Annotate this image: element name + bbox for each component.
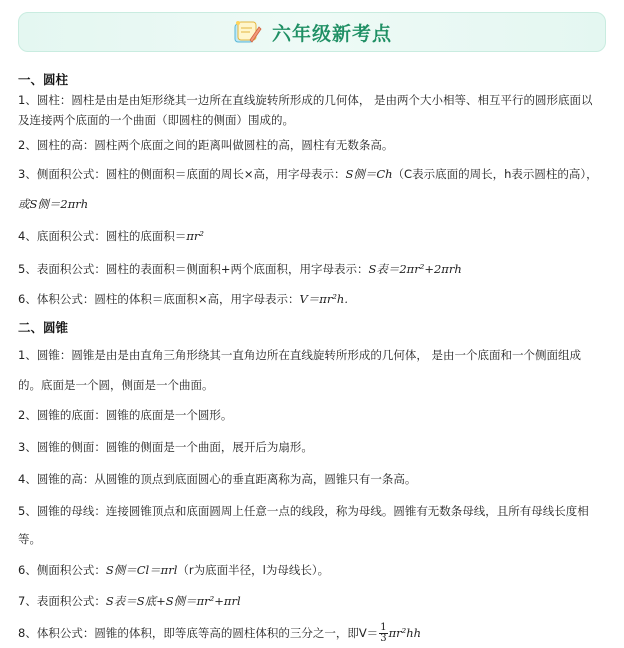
cone-item-5: 5、圆锥的母线：连接圆锥顶点和底面圆周上任意一点的线段，称为母线。圆锥有无数条母线，且所有母线长度相 (18, 504, 589, 518)
cone-lateral-formula: S侧＝Cl＝πrl (105, 563, 178, 577)
cone-surface-formula: S表＝S底+S侧＝πr²+πrl (105, 594, 241, 608)
cylinder-item-1: 1、圆柱：圆柱是由是由矩形绕其一边所在直线旋转所形成的几何体， 是由两个大小相等、相互平行的圆形底面以 (18, 93, 593, 107)
one-third-fraction (379, 623, 387, 644)
cone-item-3: 3、圆锥的侧面：圆锥的侧面是一个曲面，展开后为扇形。 (18, 440, 313, 454)
cone-item-7 (18, 594, 612, 608)
cylinder-item-5 (18, 262, 612, 276)
cylinder-item-3-note: （C表示底面的周长，h表示圆柱的高）， (392, 167, 598, 181)
cylinder-item-6-text: 6、体积公式：圆柱的体积＝底面积×高，用字母表示： (18, 292, 300, 306)
cone-item-1: 1、圆锥：圆锥是由是由直角三角形绕其一直角边所在直线旋转所形成的几何体， 是由一个底面和一个侧面组成 (18, 348, 581, 362)
cylinder-item-2: 2、圆柱的高：圆柱两个底面之间的距离叫做圆柱的高，圆柱有无数条高。 (18, 138, 394, 152)
cone-item-5-cont: 等。 (18, 532, 41, 546)
fraction-numerator: 1 (380, 622, 387, 633)
cylinder-item-1-cont: 及连接两个底面的一个曲面（即圆柱的侧面）围成的。 (18, 113, 294, 127)
title-banner (18, 12, 606, 52)
volume-formula: V＝πr²h. (299, 292, 348, 306)
notebook-pencil-icon (232, 18, 262, 46)
fraction-denominator: 3 (380, 633, 387, 644)
page-title: 六年级新考点 (271, 22, 392, 45)
cone-item-4: 4、圆锥的高：从圆锥的顶点到底面圆心的垂直距离称为高，圆锥只有一条高。 (18, 472, 417, 486)
cone-item-1-cont: 的。底面是一个圆，侧面是一个曲面。 (18, 378, 214, 392)
cone-volume-formula: πr²hh (388, 626, 422, 640)
cylinder-item-6 (18, 292, 612, 306)
cylinder-item-4 (18, 229, 612, 243)
cone-item-7-text: 7、表面积公式： (18, 594, 106, 608)
cylinder-item-5-text: 5、表面积公式：圆柱的表面积＝侧面积+两个底面积，用字母表示： (18, 262, 369, 276)
cylinder-item-3-alt-formula (18, 197, 612, 211)
base-area-formula: πr² (186, 229, 204, 243)
cylinder-item-3 (18, 167, 612, 181)
cylinder-item-3-text: 3、侧面积公式：圆柱的侧面积＝底面的周长×高，用字母表示： (18, 167, 346, 181)
lateral-area-formula-alt: 或S侧＝2πrh (18, 197, 89, 211)
lateral-area-formula: S侧＝Ch (345, 167, 393, 181)
cone-item-6-note: （r为底面半径，l为母线长）。 (177, 563, 330, 577)
section-heading-cone: 二、圆锥 (18, 320, 69, 335)
cone-item-8-text: 8、体积公式：圆锥的体积，即等底等高的圆柱体积的三分之一，即V＝ (18, 626, 379, 640)
cone-item-6 (18, 563, 612, 577)
cone-item-2: 2、圆锥的底面：圆锥的底面是一个圆形。 (18, 408, 233, 422)
section-heading-cylinder: 一、圆柱 (18, 72, 69, 87)
surface-area-formula: S表＝2πr²+2πrh (368, 262, 462, 276)
cylinder-item-4-text: 4、底面积公式：圆柱的底面积＝ (18, 229, 187, 243)
cone-item-6-text: 6、侧面积公式： (18, 563, 106, 577)
cone-item-8 (18, 622, 612, 644)
